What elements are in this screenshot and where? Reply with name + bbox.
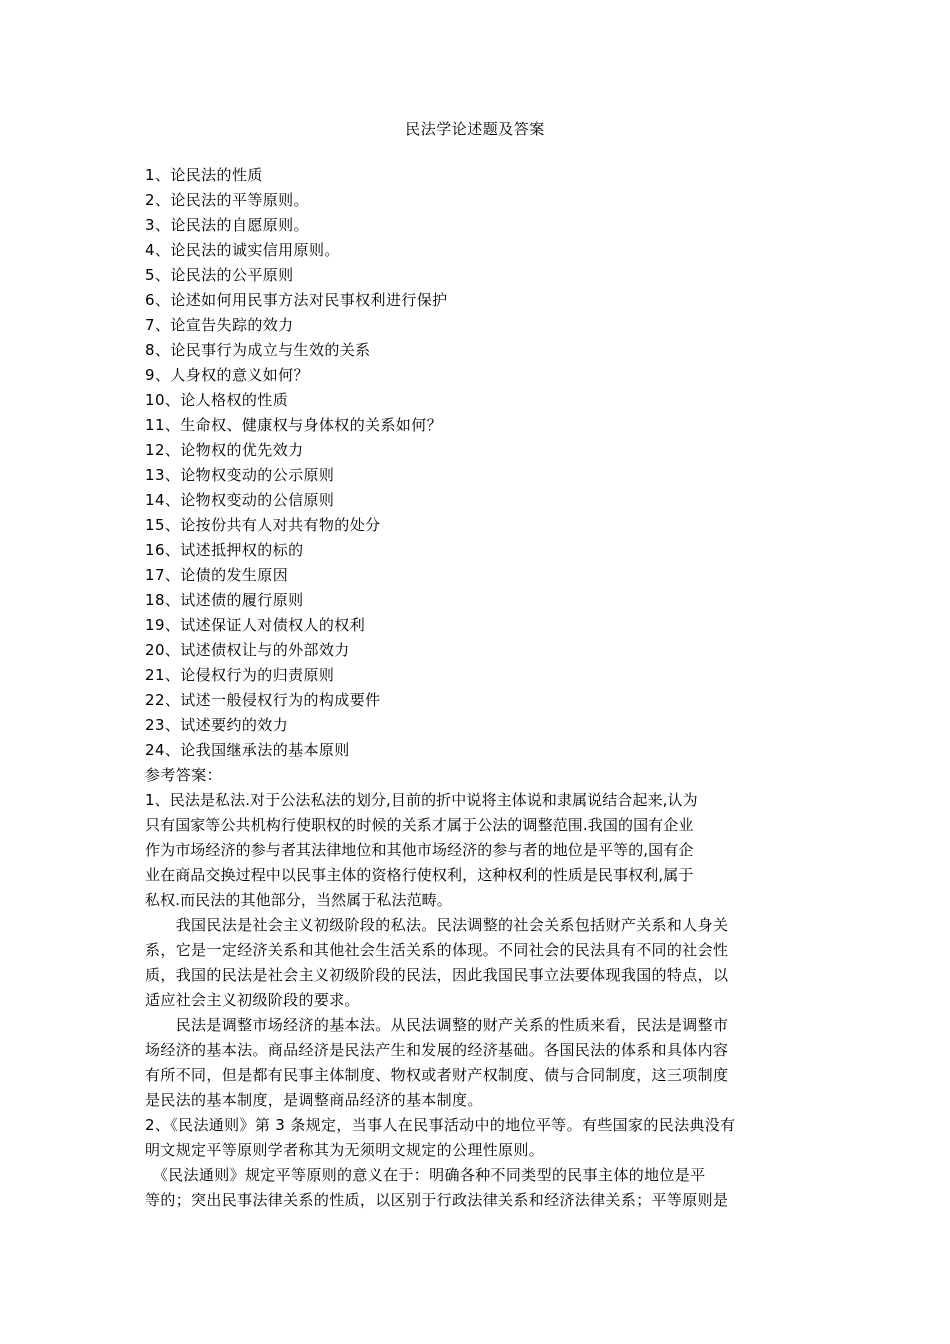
question-item: 11、生命权、健康权与身体权的关系如何？	[145, 416, 443, 434]
question-item: 6、论述如何用民事方法对民事权利进行保护	[145, 291, 448, 309]
answer-paragraph	[145, 1013, 793, 1113]
question-item: 14、论物权变动的公信原则	[145, 491, 335, 509]
paragraph-line: 私权.而民法的其他部分，当然属于私法范畴。	[145, 891, 452, 909]
question-item: 8、论民事行为成立与生效的关系	[145, 341, 371, 359]
question-item: 24、论我国继承法的基本原则	[145, 741, 350, 759]
paragraph-line: 业在商品交换过程中以民事主体的资格行使权利，这种权利的性质是民事权利,属于	[145, 866, 694, 884]
question-item: 23、试述要约的效力	[145, 716, 289, 734]
question-item: 19、试述保证人对债权人的权利	[145, 616, 366, 634]
question-item: 3、论民法的自愿原则。	[145, 216, 309, 234]
question-item: 7、论宣告失踪的效力	[145, 316, 294, 334]
paragraph-line: 1、民法是私法.对于公法私法的划分,目前的折中说将主体说和隶属说结合起来,认为	[145, 791, 698, 809]
question-item: 18、试述债的履行原则	[145, 591, 304, 609]
paragraph-line: 我国民法是社会主义初级阶段的私法。民法调整的社会关系包括财产关系和人身关	[145, 916, 729, 934]
question-item: 10、论人格权的性质	[145, 391, 289, 409]
question-list	[145, 163, 805, 763]
paragraph-line: 质，我国的民法是社会主义初级阶段的民法，因此我国民事立法要体现我国的特点，以	[145, 966, 729, 984]
question-item: 15、论按份共有人对共有物的处分	[145, 516, 381, 534]
question-item: 17、论债的发生原因	[145, 566, 289, 584]
paragraph-line: 适应社会主义初级阶段的要求。	[145, 991, 360, 1009]
paragraph-line: 作为市场经济的参与者其法律地位和其他市场经济的参与者的地位是平等的,国有企	[145, 841, 694, 859]
question-item: 5、论民法的公平原则	[145, 266, 294, 284]
question-item: 9、人身权的意义如何？	[145, 366, 309, 384]
question-item: 12、论物权的优先效力	[145, 441, 304, 459]
paragraph-line: 等的；突出民事法律关系的性质，以区别于行政法律关系和经济法律关系；平等原则是	[145, 1191, 729, 1209]
question-item: 21、论侵权行为的归责原则	[145, 666, 335, 684]
paragraph-line: 系，它是一定经济关系和其他社会生活关系的体现。不同社会的民法具有不同的社会性	[145, 941, 729, 959]
question-item: 16、试述抵押权的标的	[145, 541, 304, 559]
answers-heading: 参考答案：	[145, 766, 223, 784]
answer-paragraph	[145, 788, 793, 913]
question-item: 22、试述一般侵权行为的构成要件	[145, 691, 381, 709]
question-item: 2、论民法的平等原则。	[145, 191, 309, 209]
answer-paragraph	[145, 1163, 793, 1213]
paragraph-line: 是民法的基本制度，是调整商品经济的基本制度。	[145, 1091, 483, 1109]
answer-paragraph	[145, 1113, 793, 1163]
paragraph-line: 民法是调整市场经济的基本法。从民法调整的财产关系的性质来看，民法是调整市	[145, 1016, 729, 1034]
document-title: 民法学论述题及答案	[405, 120, 545, 138]
answers-section	[145, 763, 793, 1213]
paragraph-line: 只有国家等公共机构行使职权的时候的关系才属于公法的调整范围.我国的国有企业	[145, 816, 694, 834]
question-item: 20、试述债权让与的外部效力	[145, 641, 350, 659]
paragraph-line: 明文规定平等原则学者称其为无须明文规定的公理性原则。	[145, 1141, 545, 1159]
paragraph-line: 《民法通则》规定平等原则的意义在于：明确各种不同类型的民事主体的地位是平	[145, 1166, 706, 1184]
paragraph-line: 2、《民法通则》第 3 条规定，当事人在民事活动中的地位平等。有些国家的民法典没有	[145, 1116, 736, 1134]
paragraph-line: 场经济的基本法。商品经济是民法产生和发展的经济基础。各国民法的体系和具体内容	[145, 1041, 729, 1059]
question-item: 13、论物权变动的公示原则	[145, 466, 335, 484]
question-item: 4、论民法的诚实信用原则。	[145, 241, 340, 259]
paragraph-line: 有所不同，但是都有民事主体制度、物权或者财产权制度、债与合同制度，这三项制度	[145, 1066, 729, 1084]
answer-paragraph	[145, 913, 793, 1013]
question-item: 1、论民法的性质	[145, 166, 263, 184]
